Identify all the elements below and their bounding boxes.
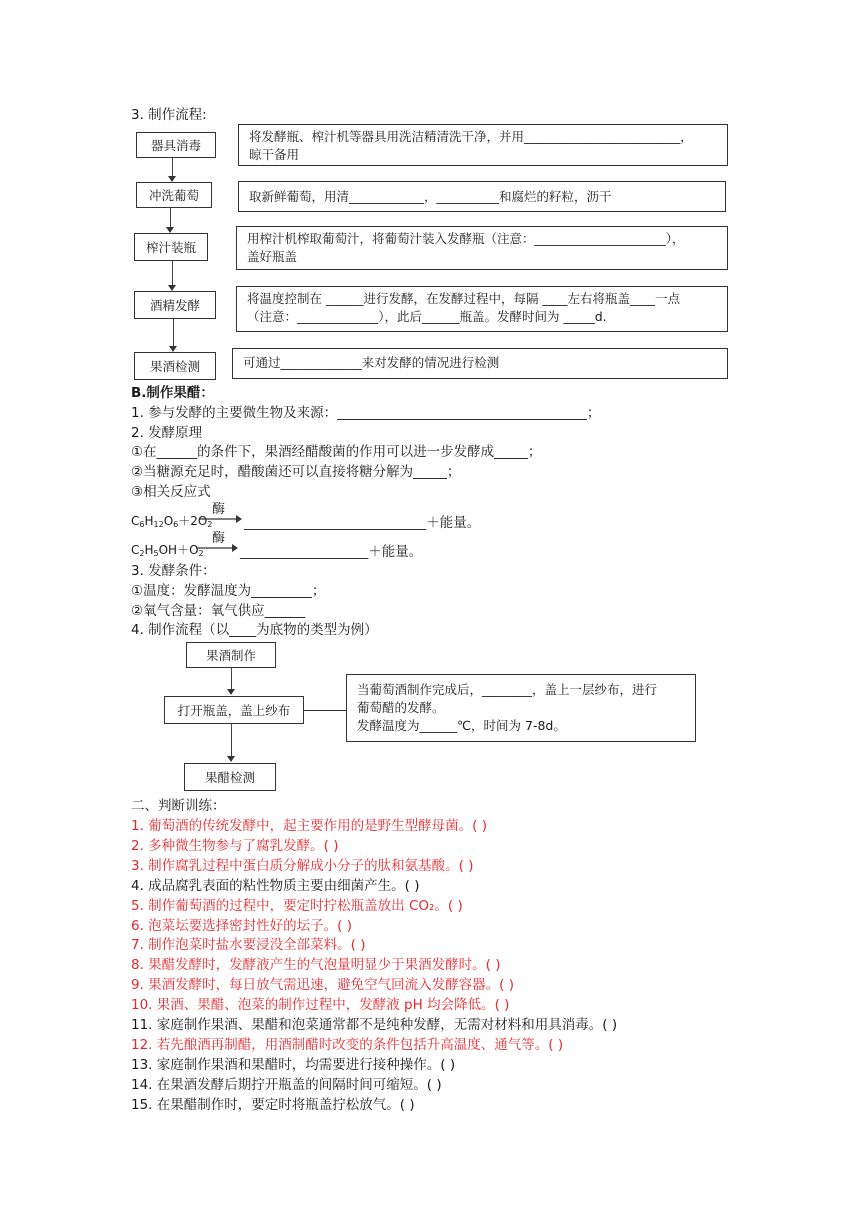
section-two-heading: 二、判断训练：: [131, 798, 226, 814]
text-line: ②氧气含量：氧气供应______: [131, 603, 306, 619]
judgement-item: 5. 制作葡萄酒的过程中，要定时拧松瓶盖放出 CO₂。( ): [131, 897, 463, 914]
desc-line: 可通过_____________来对发酵的情况进行检测: [243, 355, 500, 370]
flow-connector: [172, 261, 173, 285]
flow-desc-disinfect: [238, 124, 728, 166]
desc-line: 葡萄醋的发酵。: [357, 700, 445, 715]
judgement-item: 13. 家庭制作果酒和果醋时，均需要进行接种操作。( ): [131, 1056, 456, 1073]
flow-desc-vinegar: [346, 674, 696, 742]
reaction-arrow-icon: [196, 543, 238, 553]
judgement-item: 6. 泡菜坛要选择密封性好的坛子。( ): [131, 917, 352, 934]
equation-1-products: ___________________________＋能量。: [244, 515, 481, 531]
flow-connector: [172, 158, 173, 176]
judgement-item: 1. 葡萄酒的传统发酵中，起主要作用的是野生型酵母菌。( ): [131, 818, 487, 834]
judgement-item: 9. 果酒发酵时，每日放气需迅速，避免空气回流入发酵容器。( ): [131, 977, 514, 994]
judgement-item: 12. 若先酿酒再制醋，用酒制醋时改变的条件包括升高温度、通气等。( ): [131, 1036, 564, 1053]
flow-desc-juice-bottle: [236, 226, 728, 270]
flow-step-wine-made: 果酒制作: [186, 642, 276, 668]
text-line: 4. 制作流程（以____为底物的类型为例）: [131, 622, 378, 638]
equation-2-enzyme: 酶: [212, 531, 226, 546]
flow-connector: [304, 710, 346, 711]
flow-step-juice-bottle: 榨汁装瓶: [134, 233, 208, 261]
flow-desc-wine-test: [232, 348, 728, 379]
judgement-item: 7. 制作泡菜时盐水要浸没全部菜料。( ): [131, 937, 366, 954]
text-line: ①温度：发酵温度为_________；: [131, 583, 326, 599]
equation-1-enzyme: 酶: [212, 502, 226, 517]
arrow-down-icon: [168, 176, 176, 182]
text-line: 1. 参与发酵的主要微生物及来源：_____________________________________；: [131, 405, 601, 421]
judgement-item: 4. 成品腐乳表面的粘性物质主要由细菌产生。( ): [131, 877, 420, 894]
flow-connector: [231, 668, 232, 690]
text-line: 3. 发酵条件：: [131, 563, 216, 579]
desc-line: 当葡萄酒制作完成后，________，盖上一层纱布，进行: [357, 682, 658, 697]
judgement-item: 10. 果酒、果醋、泡菜的制作过程中，发酵液 pH 均会降低。( ): [131, 997, 510, 1014]
arrow-down-icon: [227, 756, 235, 762]
arrow-down-icon: [169, 346, 177, 352]
judgement-item: 15. 在果醋制作时，要定时将瓶盖拧松放气。( ): [131, 1096, 415, 1113]
flow-desc-alcohol-ferment: [236, 286, 728, 332]
reaction-arrow-icon: [200, 514, 242, 524]
desc-line: 将温度控制在 ______进行发酵，在发酵过程中，每隔 ____左右将瓶盖____一点: [247, 291, 680, 306]
judgement-item: 8. 果醋发酵时，发酵液产生的气泡量明显少于果酒发酵时。( ): [131, 957, 501, 974]
arrow-down-icon: [227, 689, 235, 695]
flow-connector: [170, 208, 171, 227]
judgement-item: 11. 家庭制作果酒、果醋和泡菜通常都不是纯种发酵，无需对材料和用具消毒。( ): [131, 1017, 618, 1033]
text-line: ③相关反应式: [131, 484, 211, 500]
flow-connector: [231, 724, 232, 756]
section-a-heading: 3. 制作流程:: [131, 107, 207, 123]
section-b-heading: B.制作果醋：: [131, 385, 214, 401]
text-line: ①在______的条件下，果酒经醋酸菌的作用可以进一步发酵成_____；: [131, 444, 542, 460]
desc-line: 将发酵瓶、榨汁机等器具用洗洁精清洗干净，并用_________________________，: [249, 129, 693, 144]
equation-2-products: ___________________＋能量。: [240, 544, 423, 560]
judgement-item: 14. 在果酒发酵后期拧开瓶盖的间隔时间可缩短。( ): [131, 1076, 442, 1093]
flow-step-wash-grapes: 冲洗葡萄: [136, 182, 212, 208]
desc-line: 盖好瓶盖: [247, 249, 298, 264]
desc-line: （注意：_____________），此后______瓶盖。发酵时间为 _____d.: [247, 309, 607, 324]
desc-line: 晾干备用: [249, 147, 300, 162]
equation-1-reactants: $C_6H_{12}O_6+2O_2$: [131, 514, 213, 529]
flow-connector: [173, 319, 174, 346]
desc-line: 取新鲜葡萄，用清____________，__________和腐烂的籽粒，沥干: [249, 189, 612, 204]
flow-desc-wash-grapes: [238, 181, 726, 212]
arrow-down-icon: [166, 227, 174, 233]
flow-step-vinegar-test: 果醋检测: [184, 763, 276, 791]
flow-step-disinfect: 器具消毒: [136, 132, 216, 158]
desc-line: 发酵温度为______℃，时间为 7-8d。: [357, 718, 566, 733]
flow-step-open-cap: 打开瓶盖，盖上纱布: [164, 696, 304, 724]
flow-step-wine-test: 果酒检测: [134, 352, 216, 380]
judgement-item: 2. 多种微生物参与了腐乳发酵。( ): [131, 837, 339, 854]
flow-step-alcohol-ferment: 酒精发酵: [134, 291, 216, 319]
text-line: ②当糖源充足时，醋酸菌还可以直接将糖分解为_____；: [131, 464, 461, 480]
text-line: 2. 发酵原理: [131, 425, 203, 441]
desc-line: 用榨汁机榨取葡萄汁，将葡萄汁装入发酵瓶（注意：_____________________），: [247, 231, 685, 246]
arrow-down-icon: [168, 285, 176, 291]
judgement-item: 3. 制作腐乳过程中蛋白质分解成小分子的肽和氨基酸。( ): [131, 857, 474, 874]
equation-2-reactants: $C_2H_5OH+O_2$: [131, 543, 204, 558]
